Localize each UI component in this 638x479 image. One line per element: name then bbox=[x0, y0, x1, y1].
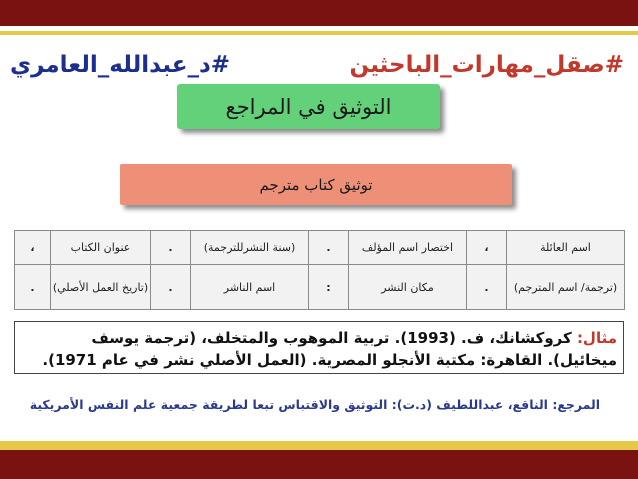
cell-punct: ، bbox=[467, 231, 507, 265]
example-citation: كروكشانك، ف. (1993). تربية الموهوب والمتخلف، (ترجمة يوسف ميخائيل). القاهرة: مكتبة الأنجلو المصرية. (العمل الأصلي نشر في عام 1971). bbox=[42, 329, 617, 369]
cell-punct: . bbox=[15, 265, 51, 310]
example-box bbox=[14, 321, 624, 374]
cell-punct: ، bbox=[15, 231, 51, 265]
top-accent-band bbox=[0, 26, 638, 35]
table-row bbox=[15, 231, 625, 265]
hashtag-author: #د_عبدالله_العامري bbox=[10, 52, 231, 78]
hashtag-skills: #صقل_مهارات_الباحثين bbox=[349, 52, 624, 78]
cell-punct: . bbox=[467, 265, 507, 310]
cell-book-title: عنوان الكتاب bbox=[51, 231, 151, 265]
cell-punct: . bbox=[151, 231, 191, 265]
bottom-accent-band bbox=[0, 441, 638, 450]
cell-punct: . bbox=[151, 265, 191, 310]
cell-place: مكان النشر bbox=[349, 265, 467, 310]
table-row bbox=[15, 265, 625, 310]
example-text bbox=[21, 327, 617, 371]
cell-punct: : bbox=[309, 265, 349, 310]
cell-original-date: (تاريخ العمل الأصلي) bbox=[51, 265, 151, 310]
cell-punct: . bbox=[309, 231, 349, 265]
cell-translator: (ترجمة/ اسم المترجم) bbox=[507, 265, 625, 310]
cell-publisher: اسم الناشر bbox=[191, 265, 309, 310]
slide-subtitle: توثيق كتاب مترجم bbox=[120, 164, 512, 205]
citation-format-table bbox=[14, 230, 625, 310]
bottom-decorative-bar bbox=[0, 450, 638, 479]
top-decorative-bar bbox=[0, 0, 638, 26]
example-label: مثال: bbox=[576, 329, 617, 347]
cell-family-name: اسم العائلة bbox=[507, 231, 625, 265]
cell-author-initials: اختصار اسم المؤلف bbox=[349, 231, 467, 265]
cell-translation-year: (سنة النشرللترجمة) bbox=[191, 231, 309, 265]
slide-title: التوثيق في المراجع bbox=[177, 84, 440, 129]
reference-note: المرجع: الناقع، عبداللطيف (د.ت): التوثيق والاقتباس تبعا لطريقة جمعية علم النفس الأمريكية bbox=[29, 397, 600, 412]
